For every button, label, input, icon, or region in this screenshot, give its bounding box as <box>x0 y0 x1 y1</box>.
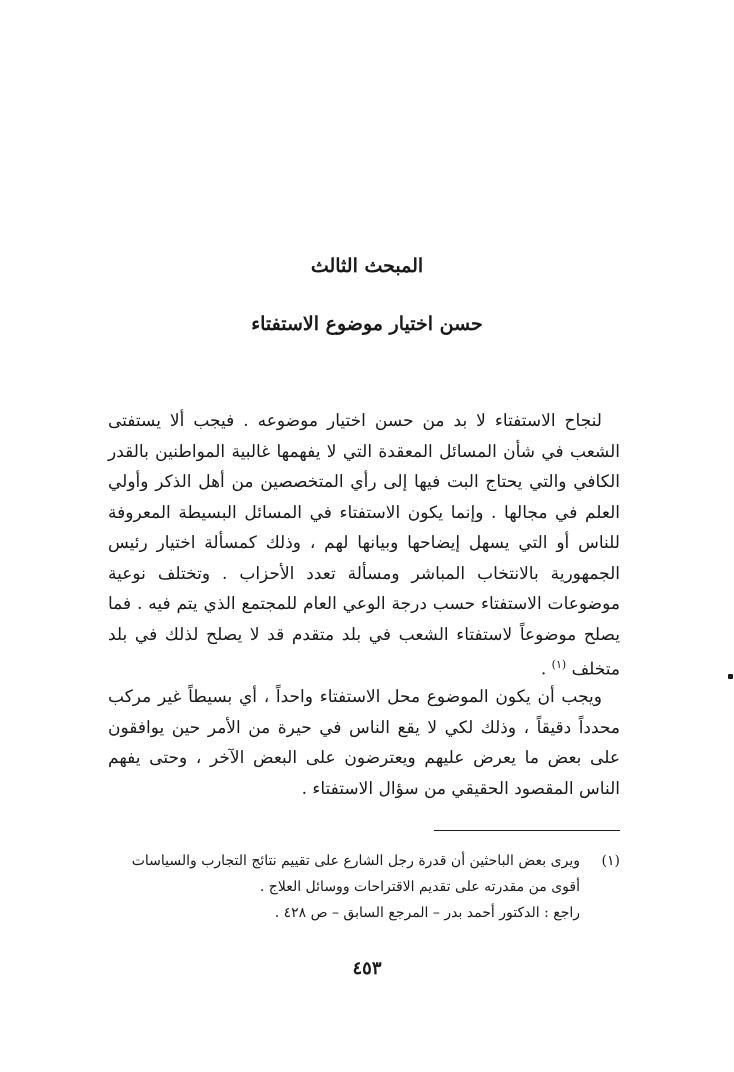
section-title: حسن اختيار موضوع الاستفتاء <box>251 313 483 335</box>
paragraph-1-text: لنجاح الاستفتاء لا بد من حسن اختيار موضوعه . فيجب ألا يستفتى الشعب في شأن المسائل المعقدة التي لا يفهمها غالبية المواطنين بالقدر الكافي والتي يحتاج البت فيها إلى رأي المتخصصين من أهل الذكر وأولي العلم في مجالها . وإنما يكون الاستفتاء في المسائل البسيطة المعروفة للناس أو التي يسهل إيضاحها وبيانها لهم ، وذلك كمسألة اختيار رئيس الجمهورية بالانتخاب المباشر ومسألة تعدد الأحزاب . وتختلف نوعية موضوعات الاستفتاء حسب درجة الوعي العام للمجتمع الذي يتم فيه . فما يصلح موضوعاً لاستفتاء الشعب في بلد متقدم قد لا يصلح لذلك في بلد متخلف <box>108 411 620 680</box>
footnote-divider <box>434 830 620 831</box>
body-paragraph-2: ويجب أن يكون الموضوع محل الاستفتاء واحداً ، أي بسيطاً غير مركب محدداً دقيقاً ، وذلك لكي لا يقع الناس في حيرة من الأمر حين يوافقون على بعض ما يعرض عليهم ويعترضون على البعض الآخر ، وحتى يفهم الناس المقصود الحقيقي من سؤال الاستفتاء . <box>108 687 620 799</box>
paragraph-1-end: . <box>540 659 552 680</box>
body-paragraph-1 <box>108 406 620 685</box>
footnote-line-1: ويرى بعض الباحثين أن قدرة رجل الشارع على تقييم نتائج التجارب والسياسات <box>131 853 580 869</box>
footnote-marker: (١) <box>601 853 620 869</box>
margin-mark <box>728 674 733 679</box>
footnote-line-3: راجع : الدكتور أحمد بدر – المرجع السابق – ص ٤٢٨ . <box>274 905 580 921</box>
footnote-reference: (١) <box>551 658 567 671</box>
page-number: ٤٥٣ <box>352 958 382 979</box>
footnote <box>108 848 620 926</box>
section-label: المبحث الثالث <box>310 255 424 277</box>
footnote-line-2: أقوى من مقدرته على تقديم الاقتراحات ووسائل العلاج . <box>259 879 580 895</box>
